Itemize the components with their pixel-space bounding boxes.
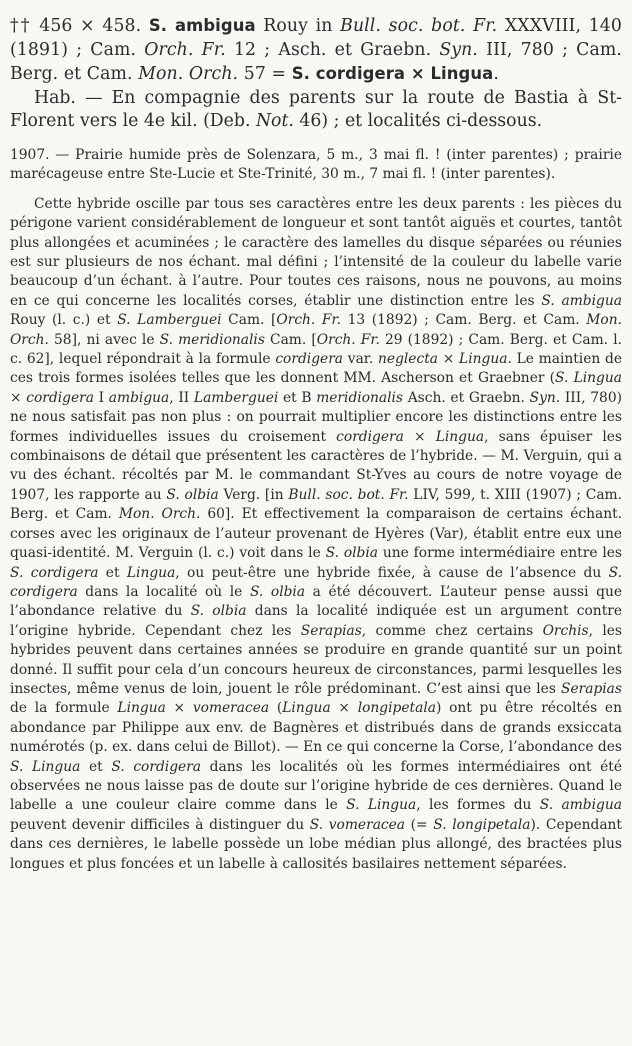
italic-term: S. Lamberguei xyxy=(117,312,222,329)
italic-term: meridionalis xyxy=(316,389,404,406)
equivalent-name: S. cordigera × Lingua xyxy=(291,64,494,84)
text-run: I xyxy=(93,389,109,406)
text-run: ) ont pu être récoltés en abondance par Philippe aux env. de Bagnères et distribués dans de grands exsiccata numérotés (p. ex. dans celui de Billot). — En ce qui concerne la Corse, l’abondance des xyxy=(10,700,622,756)
italic-term: Orchis xyxy=(542,622,589,639)
entry-heading: †† 456 × 458. S. ambigua Rouy in Bull. soc. bot. Fr. XXXVIII, 140 (1891) ; Cam. Orch. Fr. 12 ; Asch. et Graebn. Syn. III, 780 ; Cam. Berg. et Cam. Mon. Orch. 57 = S. cordigera × Lingua. xyxy=(10,16,622,85)
citation-syn: Syn. xyxy=(439,39,478,60)
text-run: , les hybrides peuvent dans certaines années se produire en grande quantité sur un point donné. Il suffit pour cela d’un concours heureux de circonstances, parmi lesquelles les insectes, même venus de loin, jouent le rôle prédominant. C’est ainsi que les xyxy=(10,622,622,697)
habitat-paragraph: Hab. — En compagnie des parents sur la route de Bastia à St-Florent vers le 4e kil. (Deb. Not. 46) ; et localités ci-dessous. xyxy=(10,87,622,132)
entry-number: †† 456 × 458. xyxy=(10,16,142,36)
text-run: et xyxy=(80,758,112,775)
discussion-paragraph xyxy=(10,195,622,874)
italic-term: Mon. Orch. xyxy=(10,312,622,348)
text-run: Cette hybride oscille par tous ses caractères entre les deux parents : les pièces du périgone varient considérablement de longueur et sont tantôt aiguës et courtes, tantôt plus allongées et acuminées ; le caractère des lamelles du disque séparées ou réunies est sur plusieurs de nos échant. mal défini ; l’intensité de la couleur du labelle varie beaucoup d’un échant. à l’autre. Pour toutes ces raisons, nous ne pouvons, au moins en ce qui concerne les localités corses, établir une distinction entre les xyxy=(10,195,622,309)
italic-term: Syn. xyxy=(529,389,561,406)
observation-paragraph: 1907. — Prairie humide près de Solenzara, 5 m., 3 mai fl. ! (inter parentes) ; prairie marécageuse entre Ste-Lucie et Ste-Trinité, 30 m., 7 mai fl. ! (inter parentes). xyxy=(10,146,622,183)
text-run: et B xyxy=(278,389,317,406)
italic-term: S. vomeracea xyxy=(309,816,406,833)
citation-mon: Mon. Orch. xyxy=(138,64,239,85)
italic-term: S. Lingua xyxy=(346,797,417,814)
text-run: peuvent devenir difficiles à distinguer du xyxy=(10,816,310,833)
italic-term: neglecta xyxy=(378,351,438,368)
italic-term: S. olbia xyxy=(190,603,247,620)
italic-term: Mon. Orch. xyxy=(118,506,201,523)
italic-term: S. Lingua xyxy=(10,758,81,775)
citation-orch: Orch. Fr. xyxy=(144,39,226,60)
citation-bull: Bull. soc. bot. Fr. xyxy=(340,16,498,36)
text-run: dans la localité indiquée est un argument contre l’origine hybride. Cependant chez les xyxy=(10,603,622,639)
text-run: 29 (1892) ; Cam. Berg. et Cam. l. c. 62], lequel répondrait à la formule xyxy=(10,331,622,368)
text-run: une forme intermédiaire entre les xyxy=(378,545,622,562)
text-run: Rouy (l. c.) et xyxy=(10,312,118,329)
italic-term: ambigua xyxy=(108,389,170,406)
text-run: (= xyxy=(405,816,434,833)
italic-term: S. cordigera xyxy=(111,758,202,775)
italic-term: Orch. Fr. xyxy=(316,331,380,348)
italic-term: S. ambigua xyxy=(541,292,622,309)
text-run: Cam. [ xyxy=(221,312,277,329)
italic-term: cordigera xyxy=(275,351,344,368)
italic-term: Serapias xyxy=(300,622,362,639)
italic-term: Lingua × longipetala xyxy=(282,700,436,717)
text-run: 58], ni avec le xyxy=(48,331,160,348)
italic-term: Lingua xyxy=(126,564,176,581)
text-run: ( xyxy=(269,700,283,717)
text-run: dans les localités où les formes intermédiaires ont été observées ne nous laisse pas de doute sur l’origine hybride de ces dernières. Quand le labelle a une couleur claire comme dans le xyxy=(10,758,623,814)
text-run: , sans épuiser les combinaisons de détail que présentent les caractères de l’hybride. — M. Verguin, qui a vu des échant. récoltés par M. le commandant St-Yves au cours de notre voyage de 1907, les rapporte au xyxy=(10,428,622,503)
text-run: LIV, 599, t. XIII (1907) ; Cam. Berg. et Cam. xyxy=(10,486,623,523)
text-run: , les formes du xyxy=(416,797,540,814)
taxon-name: S. ambigua xyxy=(148,16,256,35)
citation-not: Not. xyxy=(255,111,294,132)
text-run: Verg. [in xyxy=(218,486,289,503)
italic-term: S. meridionalis xyxy=(159,331,265,348)
italic-term: S. olbia xyxy=(249,583,306,600)
text-run: dans la localité où le xyxy=(77,583,250,600)
text-run: var. xyxy=(343,351,379,368)
italic-term: Bull. soc. bot. Fr. xyxy=(288,486,409,503)
text-run: . Le maintien de ces trois formes isolées telles que les donnent MM. Ascherson et Graebner ( xyxy=(10,351,622,387)
italic-term: Lingua × vomeracea xyxy=(117,700,270,717)
text-run: III, 780) ne nous satisfait pas non plus : on pourrait multiplier encore les distinctions entre les formes individuelles issues du croisement xyxy=(10,389,622,445)
text-run: , II xyxy=(169,389,194,406)
text-run: 13 (1892) ; Cam. Berg. et Cam. xyxy=(340,312,587,329)
italic-term: S. longipetala xyxy=(433,816,531,833)
italic-term: S. olbia xyxy=(166,486,219,503)
italic-term: Serapias xyxy=(561,680,622,697)
text-run: Cam. [ xyxy=(264,331,317,348)
text-run: a été découvert. L’auteur pense aussi que l’abondance relative du xyxy=(10,583,623,620)
text-run: ). Cependant dans ces dernières, le labelle possède un lobe médian plus allongé, des bractées plus longues et plus foncées et un labelle à callosités basilaires nettement séparées. xyxy=(10,816,622,872)
italic-term: S. cordigera xyxy=(10,564,99,581)
italic-term: S. olbia xyxy=(325,545,379,562)
text-run: , ou peut-être une hybride fixée, à cause de l’absence du xyxy=(175,564,609,581)
text-run: 60]. Et effectivement la comparaison de certains échant. corses avec les originaux de l’auteur provenant de Hyères (Var), établit entre eux une quasi-identité. M. Verguin (l. c.) voit dans le xyxy=(10,506,623,562)
italic-term: S. cordigera xyxy=(10,564,622,600)
italic-term: S. ambigua xyxy=(539,797,622,814)
italic-term: Lingua xyxy=(459,351,508,368)
italic-term: Orch. Fr. xyxy=(276,312,341,329)
text-run: Asch. et Graebn. xyxy=(403,389,530,406)
italic-term: Lamberguei xyxy=(193,389,279,406)
text-run: et xyxy=(98,564,127,581)
text-run: , comme chez certains xyxy=(361,622,543,639)
italic-term: cordigera × Lingua xyxy=(336,428,485,445)
italic-term: S. Lingua × cordigera xyxy=(10,370,622,406)
text-run: de la formule xyxy=(10,700,118,717)
text-run: × xyxy=(437,351,460,368)
